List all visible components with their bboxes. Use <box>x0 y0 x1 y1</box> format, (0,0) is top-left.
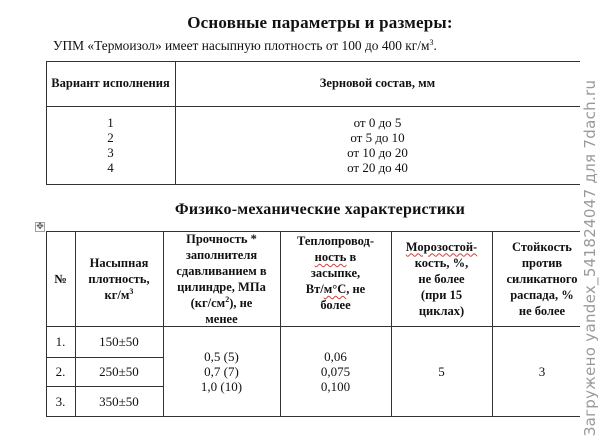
header-line: Насыпная <box>89 255 149 270</box>
thermal-values <box>280 326 391 416</box>
header-line: Теплопровод- <box>296 234 374 248</box>
intro-paragraph <box>53 38 437 54</box>
header-text: , не <box>346 282 366 296</box>
grain-value: от 5 до 10 <box>350 130 405 145</box>
header-line: циклах) <box>418 303 465 318</box>
properties-table <box>46 231 580 416</box>
header-line <box>191 295 253 311</box>
superscript: 2 <box>225 294 230 304</box>
header-line: не более <box>418 271 465 286</box>
header-silicate-resistance <box>492 231 592 326</box>
row-number: 2. <box>55 364 66 379</box>
header-line: засыпке, <box>310 266 361 280</box>
strength-value: 0,5 (5) <box>204 348 239 364</box>
header-line: сдавливанием в <box>176 263 267 278</box>
header-line: не более <box>518 303 566 318</box>
variant-value: 4 <box>107 160 114 175</box>
table-move-handle-icon[interactable]: ✥ <box>36 222 44 232</box>
variant-value: 1 <box>107 115 114 130</box>
header-density <box>75 231 163 326</box>
grain-value: от 20 до 40 <box>347 160 408 175</box>
header-line: цилиндре, МПа <box>177 279 266 294</box>
header-number: № <box>54 271 67 286</box>
header-text: в <box>346 250 357 264</box>
table-border-bottom <box>46 416 580 417</box>
spellcheck-underlined-text: Морозостой- <box>405 239 478 254</box>
variant-value: 2 <box>107 130 114 145</box>
header-line: кость, %, <box>414 255 469 270</box>
header-line: силикатного <box>506 271 578 286</box>
header-line: заполнителя <box>185 247 258 262</box>
silicate-value: 3 <box>538 363 546 379</box>
header-line: против <box>521 255 563 270</box>
grain-column <box>175 106 580 184</box>
grain-value: от 10 до 20 <box>347 145 408 160</box>
grain-value: от 0 до 5 <box>353 115 402 130</box>
header-line: (при 15 <box>420 287 463 302</box>
intro-superscript: 3 <box>429 38 434 47</box>
row-density: 250±50 <box>99 364 139 379</box>
row-number: 3. <box>55 393 66 409</box>
frost-value: 5 <box>438 363 445 379</box>
header-line: плотность, <box>88 271 150 286</box>
header-variant: Вариант исполнения <box>51 75 170 90</box>
watermark-text: Загружено yandex_541824047 для 7dach.ru <box>581 79 599 436</box>
document-title: Основные параметры и размеры: <box>187 13 453 32</box>
header-line: более <box>320 298 351 312</box>
header-thermal-conductivity <box>280 231 391 326</box>
header-text: ), не <box>229 295 253 310</box>
header-line <box>105 287 134 303</box>
header-frost-resistance <box>391 231 492 326</box>
header-line <box>306 281 366 297</box>
header-text: (кг/см <box>190 295 226 310</box>
header-line <box>315 249 357 265</box>
intro-tail: . <box>433 38 437 53</box>
table-border-bottom <box>46 184 580 185</box>
header-line: Прочность * <box>186 231 257 246</box>
row-density: 350±50 <box>99 393 139 409</box>
header-line: Стойкость <box>512 239 572 254</box>
thermal-value: 0,100 <box>320 378 351 394</box>
spellcheck-underlined-text: м°С <box>323 282 347 296</box>
row-density: 150±50 <box>99 334 139 349</box>
strength-value: 0,7 (7) <box>204 363 239 379</box>
thermal-value: 0,075 <box>320 363 351 379</box>
row-number: 1. <box>55 334 66 349</box>
header-line: менее <box>205 311 238 326</box>
strength-value: 1,0 (10) <box>200 378 243 394</box>
header-grain: Зерновой состав, мм <box>319 75 436 90</box>
header-line: распада, % <box>510 287 574 302</box>
superscript: 3 <box>129 286 134 296</box>
intro-text: УПМ «Термоизол» имеет насыпную плотность от 100 до 400 кг/м <box>53 38 430 53</box>
header-strength <box>163 231 280 326</box>
strength-values <box>163 326 280 416</box>
header-text: Вт/ <box>305 282 324 296</box>
thermal-value: 0,06 <box>324 348 347 364</box>
grain-composition-table <box>46 61 580 184</box>
header-text: кг/м <box>104 287 130 302</box>
variant-value: 3 <box>107 145 114 160</box>
variant-column <box>46 106 175 184</box>
spellcheck-underlined-text: ность <box>314 250 347 264</box>
section-title: Физико-механические характеристики <box>174 201 466 218</box>
